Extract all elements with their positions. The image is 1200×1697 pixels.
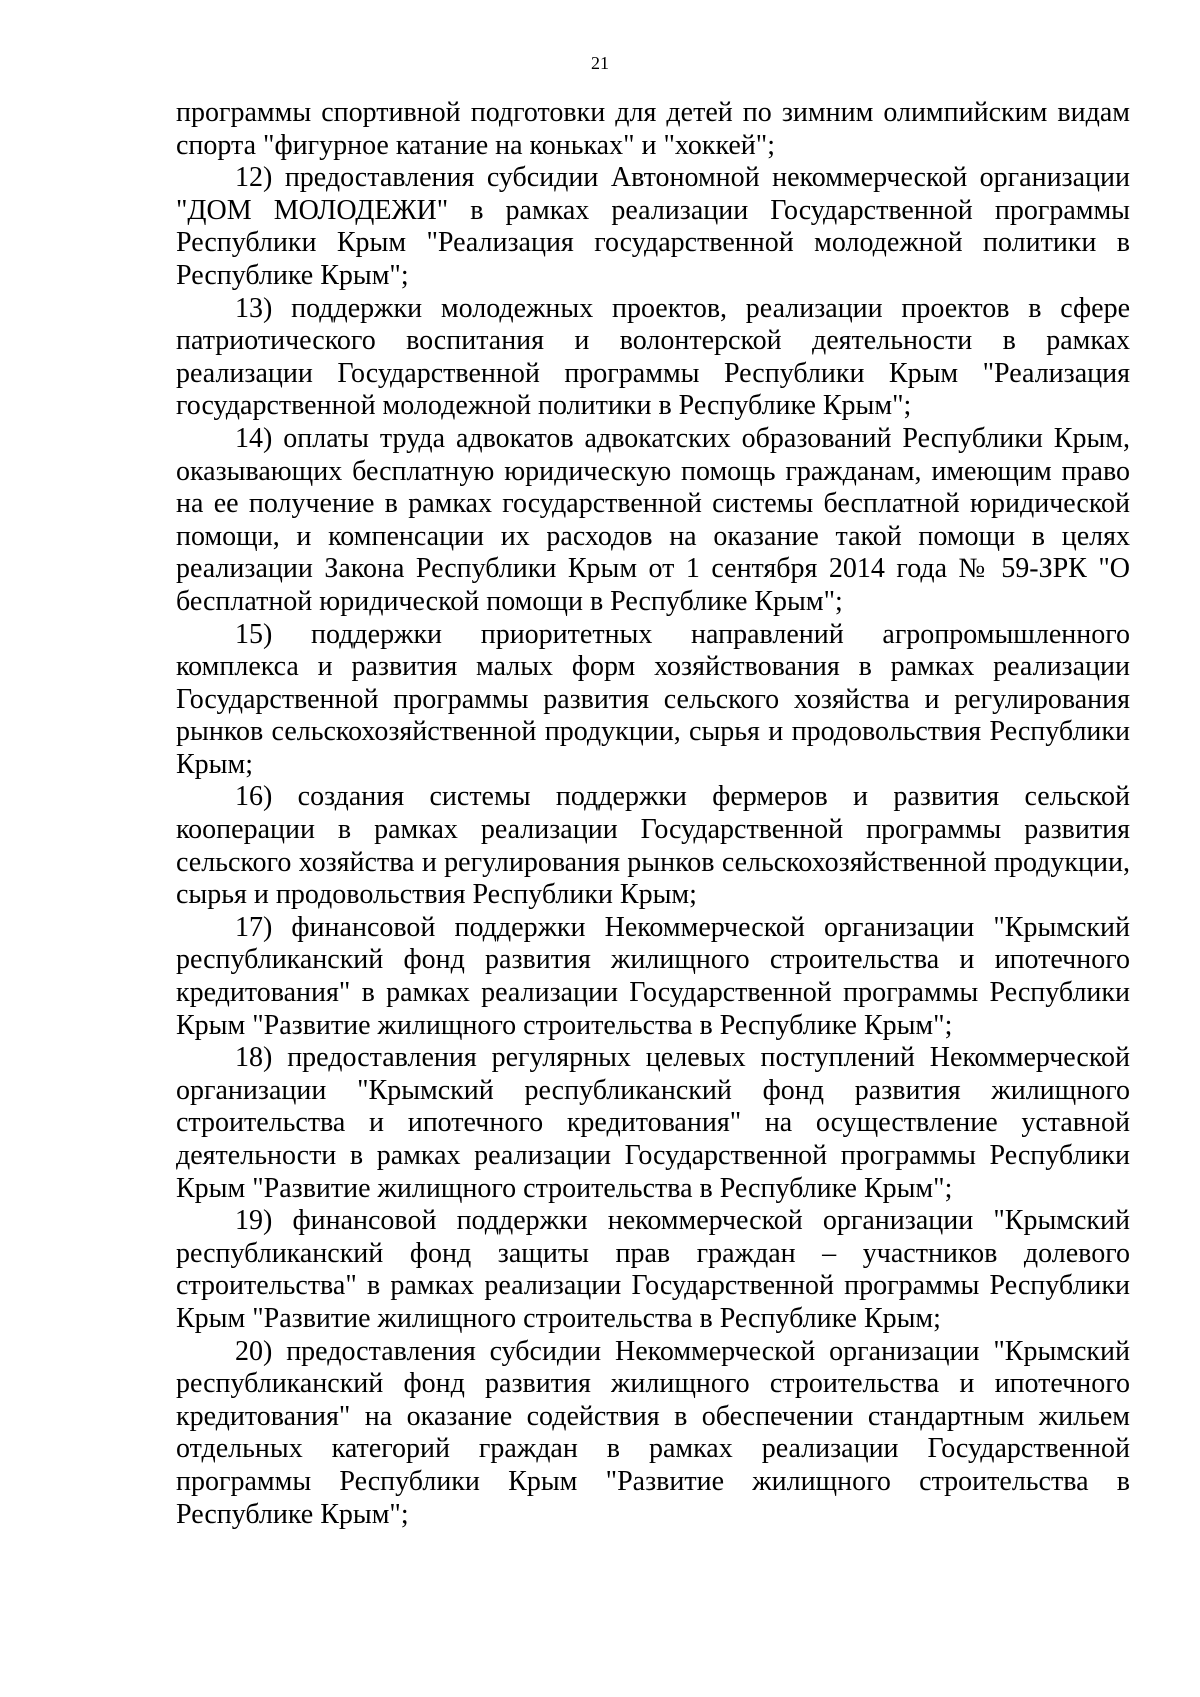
document-body <box>176 97 1130 1531</box>
paragraph-item-20: 20) предоставления субсидии Некоммерческой организации "Крымский республиканский фонд развития жилищного строительства и ипотечного кредитования" на оказание содействия в обеспечении стандартным жильем отдельных категорий граждан в рамках реализации Государственной программы Республики Крым "Развитие жилищного строительства в Республике Крым"; <box>176 1335 1130 1530</box>
paragraph-item-14: 14) оплаты труда адвокатов адвокатских образований Республики Крым, оказывающих бесплатную юридическую помощь гражданам, имеющим право на ее получение в рамках государственной системы бесплатной юридической помощи, и компенсации их расходов на оказание такой помощи в целях реализации Закона Республики Крым от 1 сентября 2014 года № 59-ЗРК "О бесплатной юридической помощи в Республике Крым"; <box>176 422 1130 617</box>
paragraph-item-19: 19) финансовой поддержки некоммерческой организации "Крымский республиканский фонд защиты прав граждан – участников долевого строительства" в рамках реализации Государственной программы Республики Крым "Развитие жилищного строительства в Республике Крым; <box>176 1205 1130 1334</box>
paragraph-item-13: 13) поддержки молодежных проектов, реализации проектов в сфере патриотического воспитания и волонтерской деятельности в рамках реализации Государственной программы Республики Крым "Реализация государственной молодежной политики в Республике Крым"; <box>176 292 1130 422</box>
paragraph-continuation: программы спортивной подготовки для детей по зимним олимпийским видам спорта "фигурное катание на коньках" и "хоккей"; <box>176 97 1130 161</box>
paragraph-item-18: 18) предоставления регулярных целевых поступлений Некоммерческой организации "Крымский республиканский фонд развития жилищного строительства и ипотечного кредитования" на осуществление уставной деятельности в рамках реализации Государственной программы Республики Крым "Развитие жилищного строительства в Республике Крым"; <box>176 1042 1130 1204</box>
page-number: 21 <box>591 53 609 73</box>
paragraph-item-16: 16) создания системы поддержки фермеров и развития сельской кооперации в рамках реализации Государственной программы развития сельского хозяйства и регулирования рынков сельскохозяйственной продукции, сырья и продовольствия Республики Крым; <box>176 781 1130 911</box>
paragraph-item-15: 15) поддержки приоритетных направлений агропромышленного комплекса и развития малых форм хозяйствования в рамках реализации Государственной программы развития сельского хозяйства и регулирования рынков сельскохозяйственной продукции, сырья и продовольствия Республики Крым; <box>176 618 1130 780</box>
paragraph-item-17: 17) финансовой поддержки Некоммерческой организации "Крымский республиканский фонд развития жилищного строительства и ипотечного кредитования" в рамках реализации Государственной программы Республики Крым "Развитие жилищного строительства в Республике Крым"; <box>176 911 1130 1041</box>
paragraph-item-12: 12) предоставления субсидии Автономной некоммерческой организации "ДОМ МОЛОДЕЖИ" в рамках реализации Государственной программы Республики Крым "Реализация государственной молодежной политики в Республике Крым"; <box>176 162 1130 291</box>
